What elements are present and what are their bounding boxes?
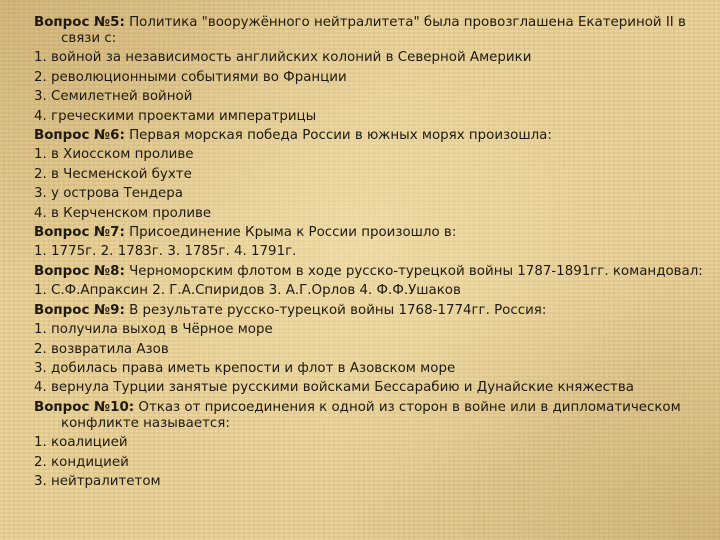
question-8 xyxy=(34,262,703,281)
answer-option: 3. у острова Тендера xyxy=(34,186,183,202)
answer-option: 1. в Хиосском проливе xyxy=(34,147,194,163)
question-text-continuation: связи с: xyxy=(61,31,117,47)
answer-option: 2. в Чесменской бухте xyxy=(34,166,192,182)
answer-option: 2. кондицией xyxy=(34,454,129,470)
answer-option: 1. получила выход в Чёрное море xyxy=(34,322,273,338)
question-label: Вопрос №5: xyxy=(34,15,125,30)
question-6 xyxy=(34,126,694,145)
question-text-continuation: конфликте называется: xyxy=(61,416,230,432)
question-text: Отказ от присоединения к одной из сторон в войне или в дипломатическом xyxy=(134,399,681,415)
answer-option: 2. возвратила Азов xyxy=(34,341,169,357)
answer-option: 4. греческими проектами императрицы xyxy=(34,108,317,124)
question-label: Вопрос №9: xyxy=(34,302,125,318)
answer-option: 3. добилась права иметь крепости и флот в Азовском море xyxy=(34,360,456,376)
answer-option: 4. в Керченском проливе xyxy=(34,205,212,221)
answer-options-inline: 1. 1775г. 2. 1783г. 3. 1785г. 4. 1791г. xyxy=(34,244,297,260)
slide-content xyxy=(34,13,703,491)
question-label: Вопрос №8: xyxy=(34,263,125,279)
question-5 xyxy=(34,13,694,45)
answer-option: 3. нейтралитетом xyxy=(34,473,161,489)
question-9 xyxy=(34,301,694,320)
question-label: Вопрос №7: xyxy=(34,225,125,241)
question-7 xyxy=(34,223,694,242)
question-text: Черноморским флотом в ходе русско-турецкой войны 1787-1891гг. командовал: xyxy=(124,263,703,279)
question-text: В результате русско-турецкой войны 1768-1774гг. Россия: xyxy=(124,302,547,318)
answer-option: 2. революционными событиями во Франции xyxy=(34,69,347,85)
question-label: Вопрос №6: xyxy=(34,128,125,144)
answer-option: 4. вернула Турции занятые русскими войсками Бессарабию и Дунайские княжества xyxy=(34,380,634,396)
answer-option: 1. войной за независимость английских колоний в Северной Америки xyxy=(34,50,532,66)
answer-option: 3. Семилетней войной xyxy=(34,89,193,105)
question-text: Первая морская победа России в южных морях произошла: xyxy=(124,128,552,144)
question-label: Вопрос №10: xyxy=(34,399,135,415)
answer-option: 1. коалицией xyxy=(34,435,128,451)
question-text: Политика "вооружённого нейтралитета" была провозглашена Екатериной II в xyxy=(124,15,686,30)
question-text: Присоединение Крыма к России произошло в: xyxy=(124,225,457,241)
answer-options-inline: 1. С.Ф.Апраксин 2. Г.А.Спиридов 3. А.Г.Орлов 4. Ф.Ф.Ушаков xyxy=(34,283,461,299)
question-10 xyxy=(34,398,694,430)
